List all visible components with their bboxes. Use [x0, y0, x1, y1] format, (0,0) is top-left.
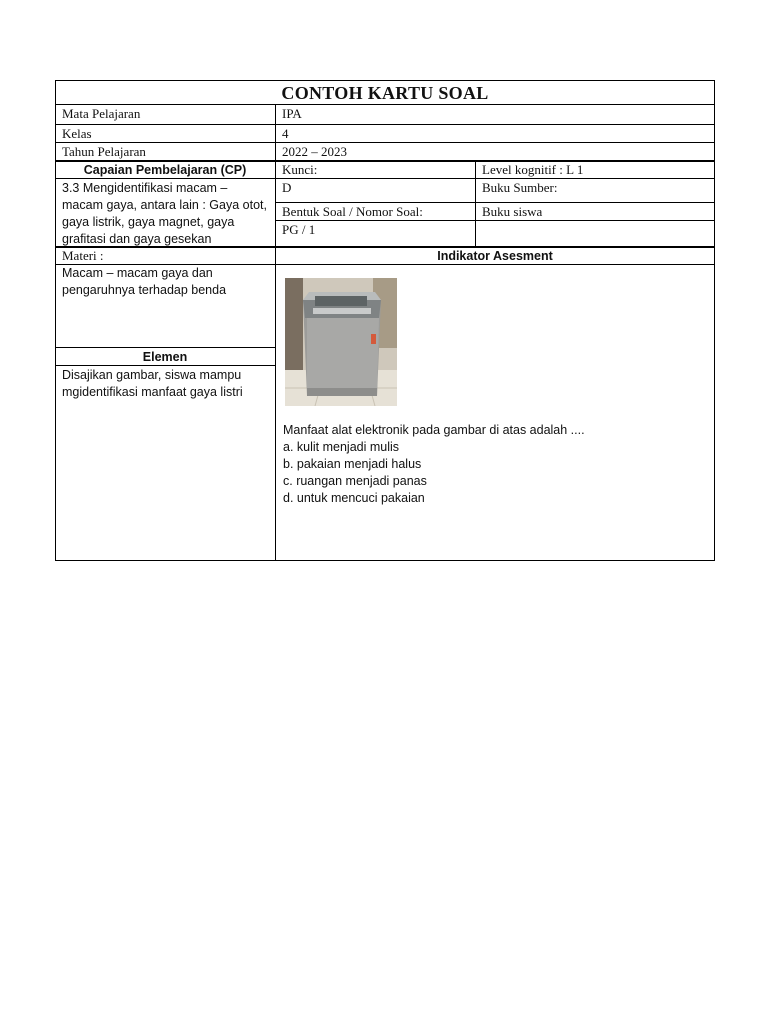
bentuk-soal-label: Bentuk Soal / Nomor Soal: [282, 204, 423, 219]
question-text: Manfaat alat elektronik pada gambar di atas adalah .... [283, 423, 585, 437]
washing-machine-icon [285, 278, 397, 406]
row-divider [55, 142, 715, 143]
row-divider [55, 104, 715, 105]
row-divider [55, 178, 275, 179]
materi-text: Macam – macam gaya dan pengaruhnya terhadap benda [62, 266, 227, 297]
column-divider [475, 160, 476, 246]
row-divider [275, 220, 715, 221]
cp-text: 3.3 Mengidentifikasi macam – macam gaya, antara lain : Gaya otot, gaya listrik, gaya magnet, gaya grafitasi dan gaya gesekan [62, 181, 267, 246]
materi-label: Materi : [62, 248, 104, 263]
tahun-pelajaran-label: Tahun Pelajaran [62, 144, 146, 159]
kunci-value: D [282, 180, 292, 195]
option-a: a. kulit menjadi mulis [283, 440, 400, 454]
indikator-header: Indikator Asesment [437, 249, 553, 263]
cp-header: Capaian Pembelajaran (CP) [83, 163, 247, 177]
row-divider [275, 178, 715, 179]
option-b: b. pakaian menjadi halus [283, 457, 422, 471]
mata-pelajaran-value: IPA [282, 106, 302, 121]
buku-sumber-value: Buku siswa [482, 204, 543, 219]
kunci-label: Kunci: [282, 162, 318, 177]
elemen-header: Elemen [142, 350, 188, 364]
card-title: CONTOH KARTU SOAL [281, 83, 489, 103]
elemen-text: Disajikan gambar, siswa mampu mgidentifikasi manfaat gaya listri [62, 368, 243, 399]
option-d: d. untuk mencuci pakaian [283, 491, 425, 505]
mata-pelajaran-label: Mata Pelajaran [62, 106, 141, 121]
column-divider [275, 104, 276, 561]
row-divider [55, 365, 275, 366]
buku-sumber-label: Buku Sumber: [482, 180, 558, 195]
washing-machine-photo [285, 278, 397, 406]
tahun-pelajaran-value: 2022 – 2023 [282, 144, 347, 159]
kelas-label: Kelas [62, 126, 92, 141]
row-divider [55, 124, 715, 125]
bentuk-soal-value: PG / 1 [282, 222, 316, 237]
row-divider [55, 347, 275, 348]
row-divider [275, 202, 715, 203]
level-kognitif-label: Level kognitif : L 1 [482, 162, 584, 177]
option-c: c. ruangan menjadi panas [283, 474, 427, 488]
kelas-value: 4 [282, 126, 289, 141]
